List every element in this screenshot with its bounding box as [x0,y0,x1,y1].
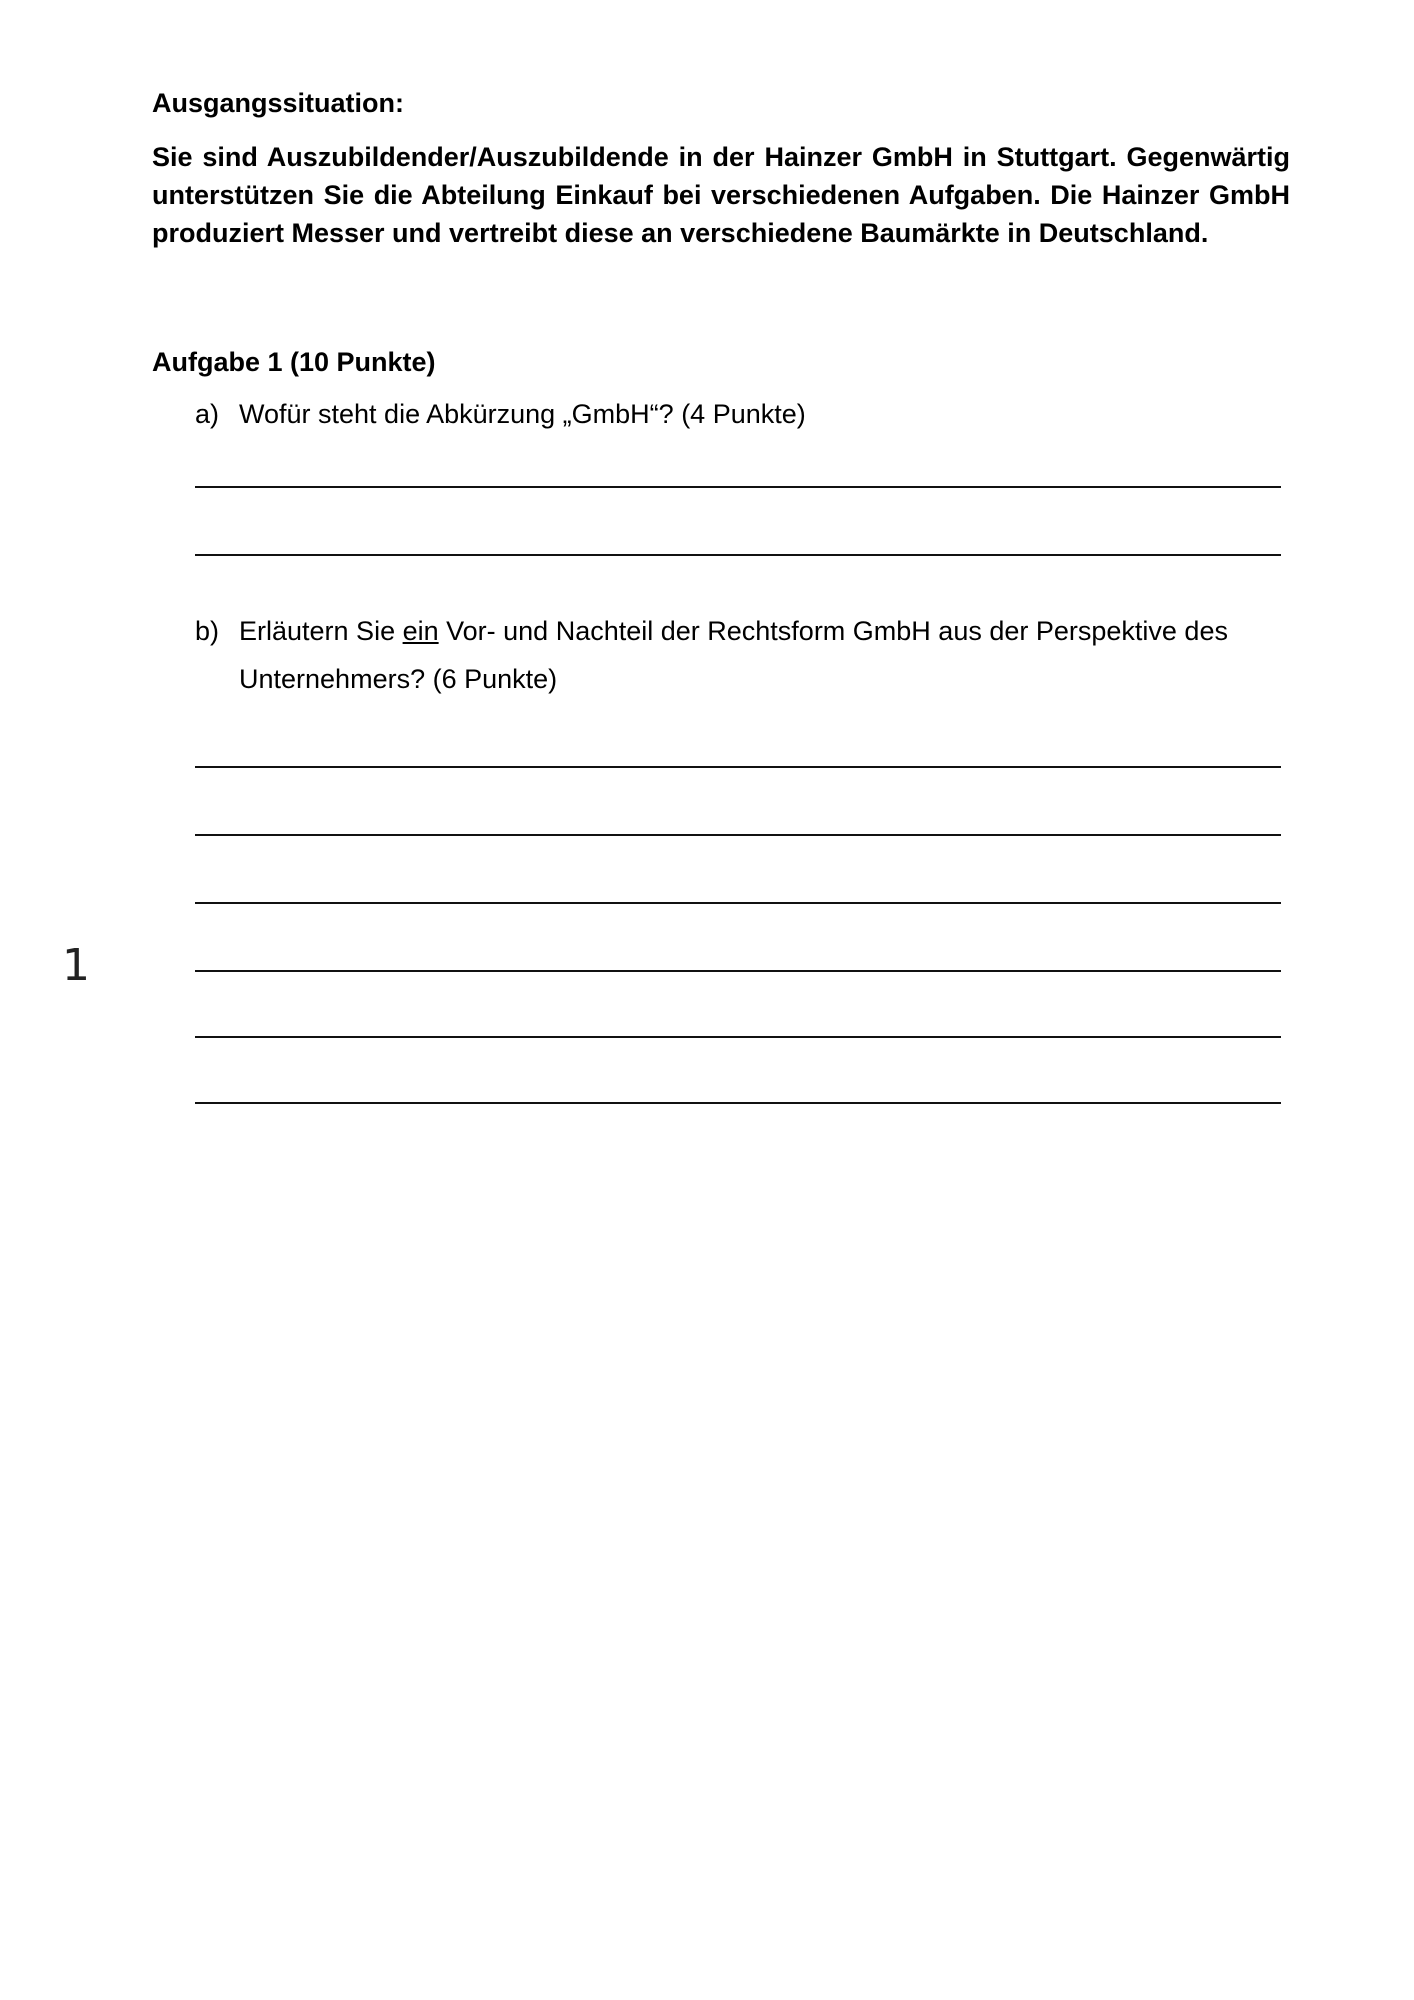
question-b [195,607,1295,703]
answer-line-b-4[interactable] [195,970,1281,972]
question-b-text-after: Vor- und Nachteil der Rechtsform GmbH aus der Perspektive des [438,616,1228,646]
question-a [195,390,1295,438]
page-number: 1 [62,940,90,991]
answer-line-b-2[interactable] [195,834,1281,836]
answer-line-b-6[interactable] [195,1102,1281,1104]
question-b-emphasis: ein [402,616,439,646]
answer-line-a-2[interactable] [195,554,1281,556]
answer-line-b-1[interactable] [195,766,1281,768]
situation-text: Sie sind Auszubildender/Auszubildende in der Hainzer GmbH in Stuttgart. Gegenwärtig unterstützen Sie die Abteilung Einkauf bei verschiedenen Aufgaben. Die Hainzer GmbH produziert Messer und vertreibt diese an verschiedene Baumärkte in Deutschland. [152,142,1290,248]
question-b-line2: Unternehmers? (6 Punkte) [239,664,558,694]
question-b-letter: b) [195,616,220,646]
answer-line-a-1[interactable] [195,486,1281,488]
situation-heading: Ausgangssituation: [152,88,405,118]
task-title: Aufgabe 1 (10 Punkte) [152,347,436,377]
question-b-text-before: Erläutern Sie [239,616,403,646]
answer-line-b-5[interactable] [195,1036,1281,1038]
question-a-text: Wofür steht die Abkürzung „GmbH“? (4 Punkte) [239,399,806,429]
answer-line-b-3[interactable] [195,902,1281,904]
question-a-letter: a) [195,399,220,429]
